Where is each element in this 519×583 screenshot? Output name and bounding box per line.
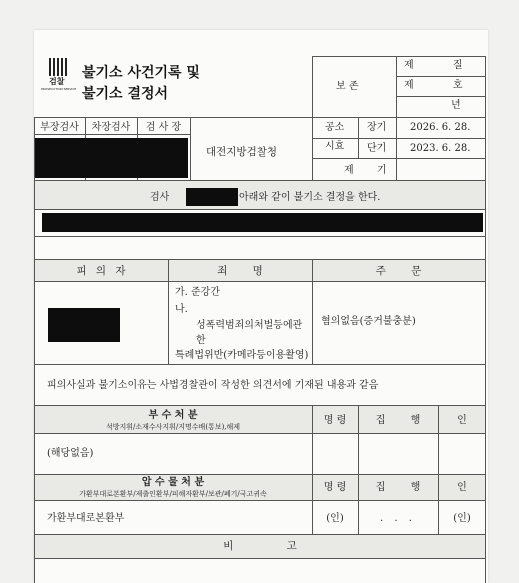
header-charge: 죄 명 [217,265,263,277]
charge-b: 나. [175,304,188,315]
long-term-label: 장기 [367,122,387,133]
header-order: 주 문 [375,265,422,277]
seizure-col-order: 명 령 [323,482,347,493]
seizure-seal-mark: (인) [453,513,471,524]
reason-text: 피의사실과 불기소이유는 사법경찰관이 작성한 의견서에 기재된 내용과 같음 [47,380,379,391]
seizure-subtitle: 가환부대로본환부/제출인환부/피해자환부/보관/폐기/국고귀속 [79,490,267,498]
office-name: 대전지방검찰청 [206,146,278,158]
redacted-signatures [34,138,188,178]
preserve-field-3: 년 [451,100,461,111]
prosecution-logo [41,58,77,92]
incidental-col-order: 명 령 [323,415,347,426]
redacted-suspect-name [48,308,120,342]
charge-b-line1: 성폭력범죄의처벌등에관 [196,320,303,331]
document-title-line1: 불기소 사건기록 및 [82,65,200,81]
seizure-value: 가환부대로본환부 [47,513,125,524]
charge-b-line2: 한 [196,335,206,346]
charge-b-line3: 특례법위반(카메라등이용촬영) [175,350,309,361]
seizure-col-seal: 인 [457,482,467,493]
document-title-line2: 불기소 결정서 [82,86,169,102]
incidental-subtitle: 석방지휘/소재수사지휘/지명수배(통보),해제 [105,423,241,431]
seizure-order-mark: (인) [326,513,344,524]
preserve-field-1: 제 질 [404,60,463,71]
approval-role-chief: 검 사 장 [145,122,182,133]
statute-label-1: 공소 [325,122,345,133]
incidental-title: 부 수 처 분 [148,410,198,421]
redacted-prosecutor-name [186,188,238,206]
incidental-col-seal: 인 [457,415,467,426]
approval-role-deputy-chief: 부장검사 [40,122,79,133]
short-term-label: 단기 [367,143,387,154]
charge-a: 가. 준강간 [175,287,220,298]
logo-text: 검찰 [49,77,65,86]
incidental-col-exec: 집 행 [375,415,421,426]
redacted-case-line [42,213,483,232]
statute-label-2: 시효 [325,141,345,152]
number-label: 제 기 [344,165,387,176]
prosecutor-label: 검사 [150,192,170,203]
incidental-value: (해당없음) [47,448,94,459]
seizure-col-exec: 집 행 [375,482,421,493]
decision-text: 아래와 같이 불기소 결정을 한다. [239,192,381,203]
seizure-exec-mark: . . . [380,513,416,524]
logo-subtext: PROSECUTION SERVICE [41,87,77,91]
approval-role-vice-chief: 차장검사 [91,122,131,133]
short-term-date: 2023. 6. 28. [410,143,471,154]
seizure-title: 압 수 물 처 분 [141,477,205,488]
remarks-label: 비 고 [223,540,297,552]
logo-emblem-icon [49,58,69,76]
preserve-label: 보 존 [336,81,359,92]
preserve-field-2: 제 호 [404,80,463,91]
order-text: 혐의없음(증거불충분) [321,316,416,327]
header-suspect: 피 의 자 [76,265,126,277]
long-term-date: 2026. 6. 28. [410,122,471,133]
